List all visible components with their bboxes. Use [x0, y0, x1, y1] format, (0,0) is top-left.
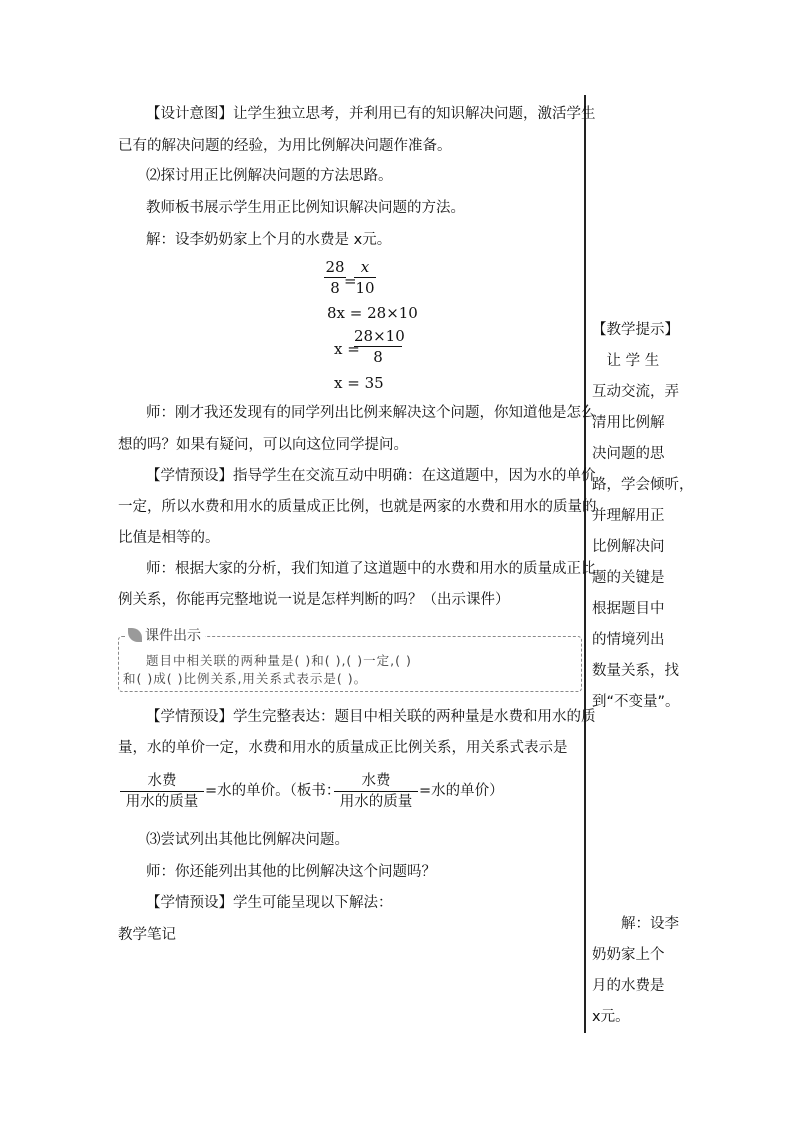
teacher-question1-line1: 师：刚才我还发现有的同学列出比例来解决这个问题，你知道他是怎么	[146, 405, 596, 421]
sidebar-note-line: 奶奶家上个	[592, 947, 665, 963]
preset2-line2: 量，水的单价一定，水费和用水的质量成正比例关系，用关系式表示是	[118, 740, 568, 756]
tip-line: 根据题目中	[592, 601, 665, 617]
fraction-denominator: 用水的质量	[125, 794, 199, 810]
sidebar-note-line: 月的水费是	[592, 978, 665, 994]
courseware-line1: 题目中相关联的两种量是( )和( ),( )一定,( )	[146, 653, 412, 668]
fraction-bar	[354, 346, 402, 347]
tip-line: 数量关系，找	[592, 663, 679, 679]
tip-line: 清用比例解	[592, 415, 665, 431]
equation2: 8x = 28×10	[327, 304, 418, 322]
fraction-bar	[324, 277, 346, 278]
tip-line: 让 学 生	[592, 353, 660, 369]
preset1-line1: 【学情预设】指导学生在交流互动中明确：在这道题中，因为水的单价	[146, 468, 596, 484]
tip-line: 题的关键是	[592, 570, 665, 586]
tip-line: 路，学会倾听，	[592, 477, 694, 493]
courseware-line2: 和( )成( )比例关系,用关系式表示是( )。	[123, 671, 368, 686]
fraction-numerator: 28×10	[354, 327, 405, 345]
step2-heading: ⑵探讨用正比例解决问题的方法思路。	[146, 168, 393, 184]
fraction-numerator: 水费	[361, 773, 391, 789]
fraction-bar	[334, 791, 418, 792]
step3-heading: ⑶尝试列出其他比例解决问题。	[146, 832, 349, 848]
teacher-question3: 师：你还能列出其他的比例解决这个问题吗？	[146, 864, 436, 880]
preset2-line1: 【学情预设】学生完整表达：题目中相关联的两种量是水费和用水的质	[146, 709, 596, 725]
fraction-denominator: 10	[355, 279, 375, 297]
teaching-tip-title: 【教学提示】	[592, 322, 679, 338]
fraction-bar	[120, 791, 204, 792]
preset3: 【学情预设】学生可能呈现以下解法：	[146, 895, 393, 911]
equation1-right-fraction	[354, 258, 376, 297]
board-relation-rhs: =水的单价）	[419, 783, 504, 799]
teacher-question2-line1: 师：根据大家的分析，我们知道了这道题中的水费和用水的质量成正比	[146, 561, 596, 577]
design-intent-line2: 已有的解决问题的经验，为用比例解决问题作准备。	[118, 138, 452, 154]
fraction-denominator: 8	[373, 348, 383, 366]
tip-line: 决问题的思	[592, 446, 665, 462]
fraction-numerator: 28	[325, 258, 345, 276]
preset1-line3: 比值是相等的。	[118, 530, 220, 546]
courseware-title-text: 课件出示	[145, 628, 201, 644]
equation3-fraction	[354, 327, 405, 366]
fraction-numerator: 水费	[147, 773, 177, 789]
equation1-left-fraction	[324, 258, 346, 297]
fraction-denominator: 8	[330, 279, 340, 297]
tip-line: 的情境列出	[592, 632, 665, 648]
preset1-line2: 一定，所以水费和用水的质量成正比例，也就是两家的水费和用水的质量的	[118, 499, 597, 515]
tip-line: 到“不变量”。	[592, 694, 680, 710]
teacher-board-text: 教师板书展示学生用正比例知识解决问题的方法。	[146, 200, 465, 216]
teacher-question1-line2: 想的吗？如果有疑问，可以向这位同学提问。	[118, 437, 408, 453]
board-relation-fraction	[334, 772, 418, 811]
courseware-title	[126, 626, 205, 646]
tip-line: 比例解决问	[592, 539, 665, 555]
design-intent-line1: 【设计意图】让学生独立思考，并利用已有的知识解决问题，激活学生	[146, 106, 596, 122]
teacher-question2-line2: 例关系，你能再完整地说一说是怎样判断的吗？（出示课件）	[118, 592, 510, 608]
equals-sign: =	[344, 272, 357, 290]
fraction-numerator: x	[360, 258, 370, 276]
relation-fraction	[120, 772, 204, 811]
equation4: x = 35	[334, 374, 384, 392]
tip-line: 互动交流，弄	[592, 384, 679, 400]
sidebar-note-line: 解：设李	[592, 916, 679, 932]
fraction-denominator: 用水的质量	[339, 794, 413, 810]
teaching-notes-label: 教学笔记	[118, 927, 176, 943]
equation3-lhs: x =	[334, 340, 360, 358]
relation-rhs: =水的单价。（板书：	[205, 783, 341, 799]
leaf-icon	[128, 628, 142, 642]
tip-line: 并理解用正	[592, 508, 665, 524]
solution-intro: 解：设李奶奶家上个月的水费是 x元。	[146, 232, 392, 248]
fraction-bar	[354, 277, 376, 278]
sidebar-note-line: x元。	[592, 1009, 630, 1025]
